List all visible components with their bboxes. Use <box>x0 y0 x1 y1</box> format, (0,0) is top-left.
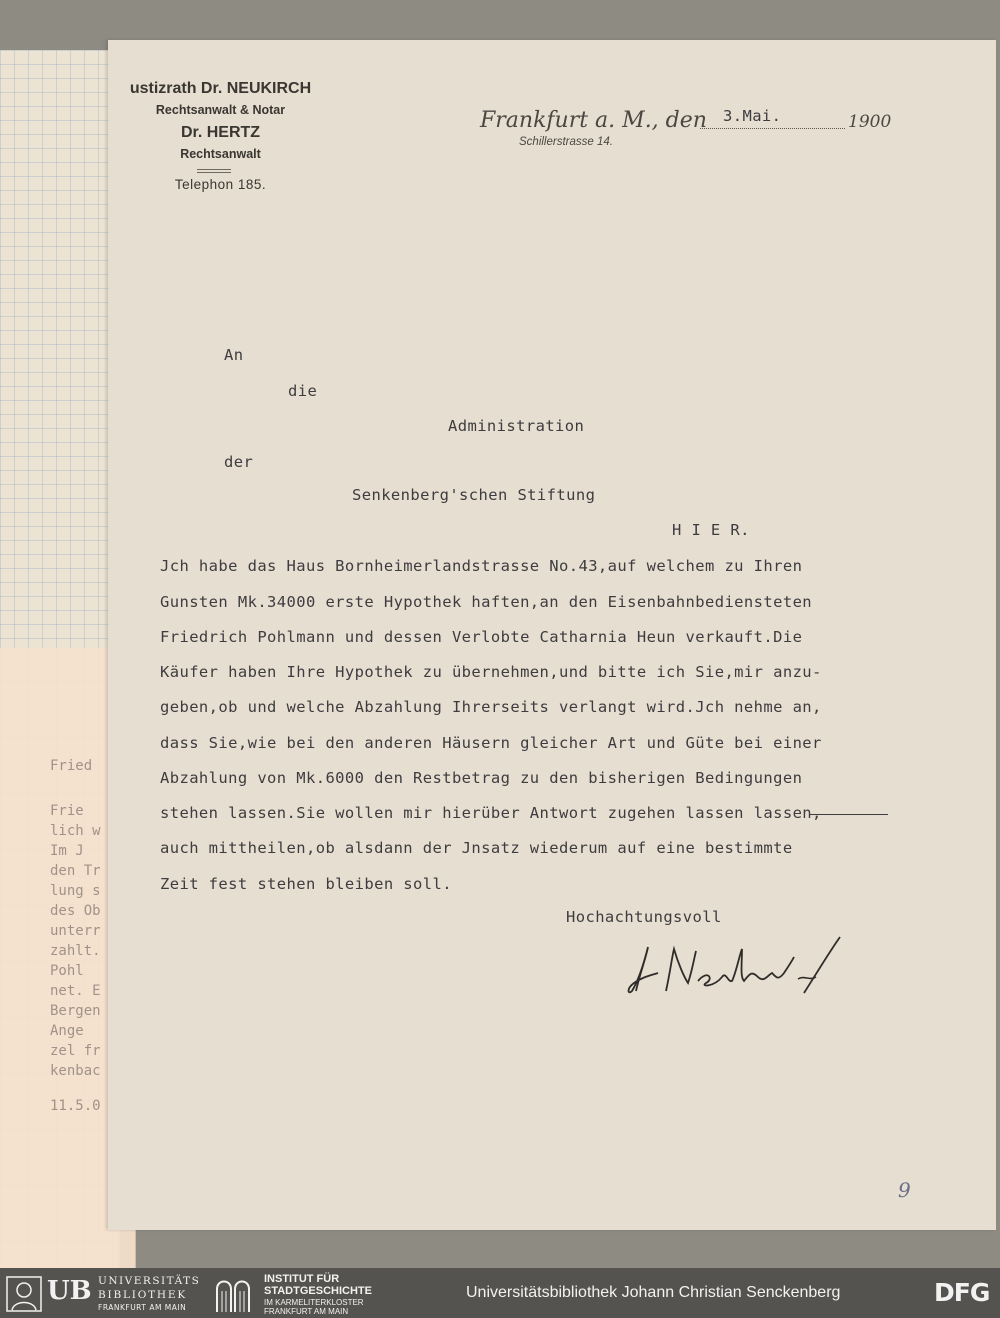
date-dotted-line <box>700 128 845 129</box>
letter-year: 1900 <box>848 112 892 132</box>
ub-mark: UB <box>47 1276 92 1306</box>
strikethrough-mark <box>810 814 888 815</box>
ub-name-line1: UNIVERSITÄTS <box>98 1275 201 1287</box>
slip-line: kenbac <box>50 1063 101 1079</box>
slip-line: den Tr <box>50 863 101 879</box>
body-line: stehen lassen.Sie wollen mir hierüber Antwort zugehen lassen lassen, <box>160 804 822 822</box>
address-line-an: An <box>224 346 244 364</box>
isg-arches-icon <box>214 1275 256 1313</box>
body-line: geben,ob und welche Abzahlung Ihrerseits verlangt wird.Jch nehme an, <box>160 698 822 716</box>
page-number: 9 <box>898 1178 911 1202</box>
letterhead-firm-line4: Rechtsanwalt <box>180 147 261 161</box>
ub-name-line2: BIBLIOTHEK <box>98 1289 187 1301</box>
slip-line: Fried <box>50 758 93 774</box>
slip-line: unterr <box>50 923 101 939</box>
slip-line: Im J <box>50 843 84 859</box>
letterhead-firm-line1: ustizrath Dr. NEUKIRCH <box>129 80 312 97</box>
address-line-die: die <box>288 382 318 400</box>
handwritten-signature <box>618 933 858 1003</box>
letterhead-firm-line2: Rechtsanwalt & Notar <box>155 103 286 117</box>
street-address: Schillerstrasse 14. <box>519 136 613 148</box>
letterhead-rule <box>197 172 231 173</box>
body-line: Friedrich Pohlmann und dessen Verlobte Catharnia Heun verkauft.Die <box>160 628 803 646</box>
isg-line1: INSTITUT FÜR <box>264 1273 340 1285</box>
slip-line: 11.5.0 <box>50 1098 101 1114</box>
letterhead-rule <box>197 169 231 170</box>
slip-line: Pohl <box>50 963 84 979</box>
isg-line4: FRANKFURT AM MAIN <box>264 1307 349 1316</box>
address-line-administration: Administration <box>448 417 585 435</box>
ub-name-line3: FRANKFURT AM MAIN <box>98 1303 187 1312</box>
slip-line: zahlt. <box>50 943 101 959</box>
slip-line: Frie <box>50 803 84 819</box>
address-line-der: der <box>224 453 254 471</box>
isg-line3: IM KARMELITERKLOSTER <box>264 1298 364 1307</box>
body-line: Käufer haben Ihre Hypothek zu übernehmen,und bitte ich Sie,mir anzu- <box>160 663 822 681</box>
place-label: Frankfurt a. M., den <box>480 108 707 133</box>
body-line: auch mittheilen,ob alsdann der Jnsatz wiederum auf eine bestimmte <box>160 839 793 857</box>
closing-salutation: Hochachtungsvoll <box>566 908 722 926</box>
slip-line: zel fr <box>50 1043 101 1059</box>
body-line: Zeit fest stehen bleiben soll. <box>160 875 452 893</box>
slip-line: lich w <box>50 823 101 839</box>
letter-sheet <box>108 40 996 1230</box>
isg-line2: STADTGESCHICHTE <box>264 1285 372 1297</box>
dfg-logo: DFG <box>934 1278 990 1307</box>
body-line: Jch habe das Haus Bornheimerlandstrasse No.43,auf welchem zu Ihren <box>160 557 803 575</box>
ub-portrait-icon <box>6 1276 42 1312</box>
address-line-hier: H I E R. <box>672 521 750 539</box>
body-line: Abzahlung von Mk.6000 den Restbetrag zu den bisherigen Bedingungen <box>160 769 803 787</box>
letterhead-firm-line3: Dr. HERTZ <box>180 124 261 141</box>
footer-center-text: Universitätsbibliothek Johann Christian Senckenberg <box>466 1284 841 1301</box>
address-line-stiftung: Senkenberg'schen Stiftung <box>352 486 596 504</box>
slip-line: Bergen <box>50 1003 101 1019</box>
letter-date: 3.Mai. <box>723 107 782 125</box>
body-line: dass Sie,wie bei den anderen Häusern gleicher Art und Güte bei einer <box>160 734 822 752</box>
slip-line: net. E <box>50 983 101 999</box>
slip-line: des Ob <box>50 903 101 919</box>
slip-line: Ange <box>50 1023 84 1039</box>
letterhead-telephone: Telephon 185. <box>174 177 267 192</box>
slip-line: lung s <box>50 883 101 899</box>
body-line: Gunsten Mk.34000 erste Hypothek haften,an den Eisenbahnbediensteten <box>160 593 813 611</box>
footer-bar <box>0 1268 1000 1318</box>
